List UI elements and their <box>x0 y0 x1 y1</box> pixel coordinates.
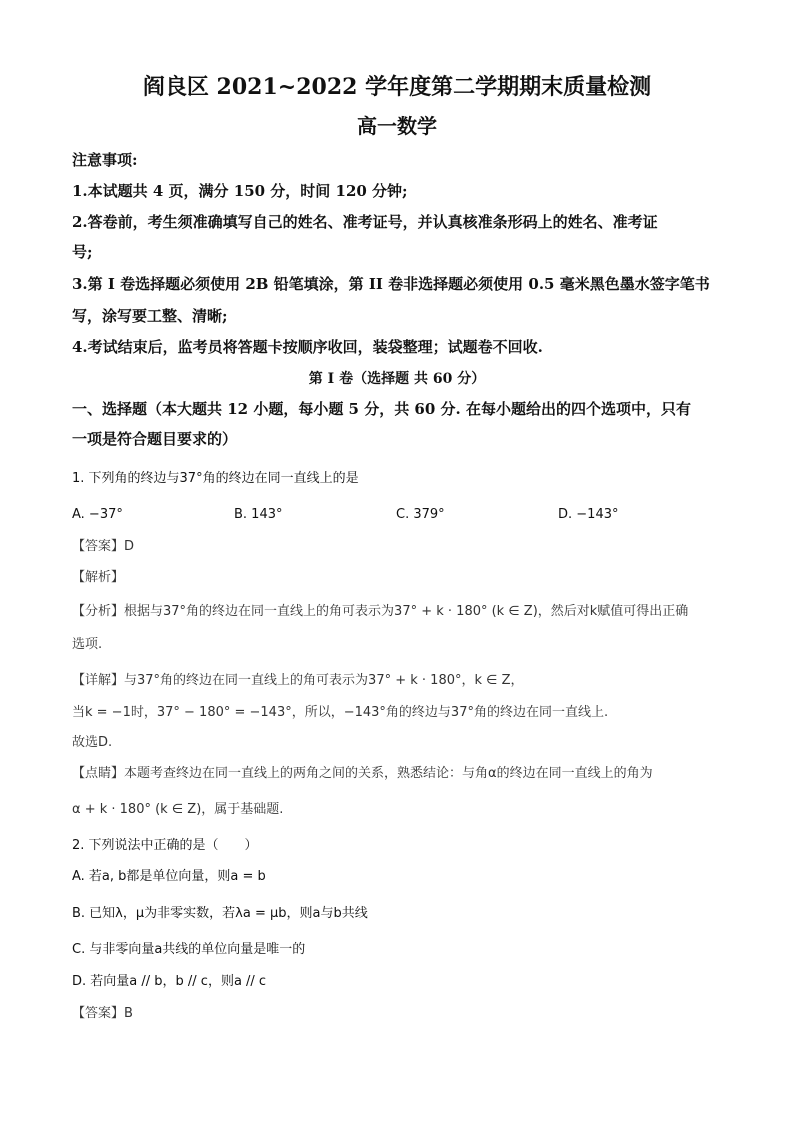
notes-heading: 注意事项: <box>72 151 138 169</box>
q1-analysis-label: 【解析】 <box>72 570 125 585</box>
q2-option-b: B. 已知λ，μ为非零实数，若λa = μb，则a与b共线 <box>72 906 368 921</box>
note-2-line-2: 号; <box>72 243 93 261</box>
q1-option-b: B. 143° <box>234 507 283 522</box>
q1-xiangjie-line-2: 当k = −1时，37° − 180° = −143°，所以，−143°角的终边与37°角的终边在同一直线上. <box>72 705 609 720</box>
q1-answer: 【答案】D <box>72 539 135 554</box>
q2-option-d: D. 若向量a // b，b // c，则a // c <box>72 974 267 989</box>
exam-subject: 高一数学 <box>357 114 437 138</box>
q1-fenxi-line-2: 选项. <box>72 637 103 652</box>
q1-option-d: D. −143° <box>558 507 619 522</box>
q1-fenxi-line-1: 【分析】根据与37°角的终边在同一直线上的角可表示为37° + k · 180° (k ∈ Z)，然后对k赋值可得出正确 <box>72 604 689 619</box>
q2-option-c: C. 与非零向量a共线的单位向量是唯一的 <box>72 942 306 957</box>
section-title: 第 I 卷（选择题 共 60 分） <box>308 371 486 387</box>
q1-option-a: A. −37° <box>72 507 123 522</box>
note-1: 1.本试题共 4 页，满分 150 分，时间 120 分钟; <box>72 182 408 200</box>
note-3-line-1: 3.第 I 卷选择题必须使用 2B 铅笔填涂，第 II 卷非选择题必须使用 0.5 毫米黑色墨水签字笔书 <box>72 275 710 293</box>
q2-stem: 2. 下列说法中正确的是（ ） <box>72 838 258 853</box>
q2-answer: 【答案】B <box>72 1006 133 1021</box>
section-instruction-line-2: 一项是符合题目要求的） <box>72 430 238 448</box>
note-2-line-1: 2.答卷前，考生须准确填写自己的姓名、准考证号，并认真核准条形码上的姓名、准考证 <box>72 213 658 231</box>
q1-dianjing-line-2: α + k · 180° (k ∈ Z)，属于基础题. <box>72 802 284 817</box>
q1-xiangjie-line-3: 故选D. <box>72 735 113 750</box>
q1-option-c: C. 379° <box>396 507 445 522</box>
note-3-line-2: 写，涂写要工整、清晰; <box>72 307 228 325</box>
exam-title: 阎良区 2021~2022 学年度第二学期期末质量检测 <box>142 74 652 100</box>
note-4: 4.考试结束后，监考员将答题卡按顺序收回，装袋整理；试题卷不回收. <box>72 338 543 356</box>
section-instruction-line-1: 一、选择题（本大题共 12 小题，每小题 5 分，共 60 分. 在每小题给出的四个选项中，只有 <box>72 400 691 418</box>
q1-xiangjie-line-1: 【详解】与37°角的终边在同一直线上的角可表示为37° + k · 180°，k ∈ Z， <box>72 673 524 688</box>
q1-dianjing-line-1: 【点睛】本题考查终边在同一直线上的两角之间的关系，熟悉结论：与角α的终边在同一直线上的角为 <box>72 766 653 781</box>
q2-option-a: A. 若a, b都是单位向量，则a = b <box>72 869 266 884</box>
q1-stem: 1. 下列角的终边与37°角的终边在同一直线上的是 <box>72 471 359 486</box>
